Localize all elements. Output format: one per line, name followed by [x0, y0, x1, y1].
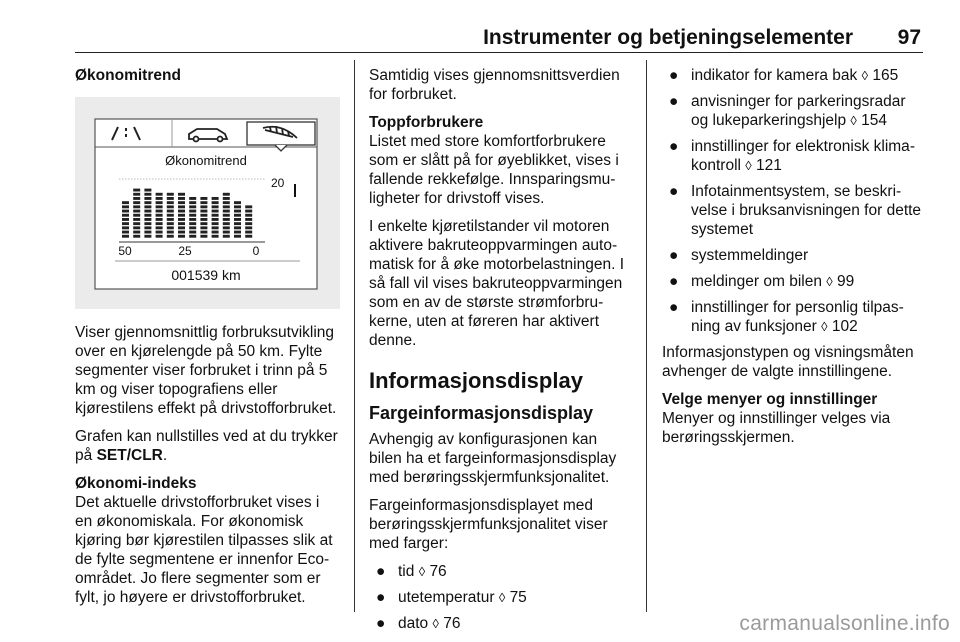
bullet-icon: ●	[669, 273, 679, 290]
consumption-bar	[223, 193, 230, 238]
list-item-text: tid	[398, 563, 419, 580]
bullet-icon: ●	[376, 589, 386, 606]
section-heading-okonomitrend: Økonomitrend	[75, 67, 181, 84]
list-item	[369, 588, 631, 607]
paragraph: Menyer og innstillinger velges via berøringsskjermen.	[662, 410, 891, 446]
display-title: Økonomitrend	[165, 153, 247, 168]
page-reference-icon: ◊	[498, 590, 506, 605]
paragraph: Avhengig av konfigurasjonen kan bilen ha et fargeinformasjonsdisplay med berøringsskjermfunksjonalitet.	[369, 431, 617, 486]
page-reference-icon: ◊	[850, 113, 857, 128]
list-item	[662, 66, 926, 85]
page-reference[interactable]: 76	[443, 615, 461, 632]
page-reference[interactable]: 76	[429, 563, 447, 580]
page-reference[interactable]: 154	[861, 112, 888, 129]
page-title: Instrumenter og betjeningselementer	[483, 26, 853, 49]
page-reference-icon: ◊	[826, 274, 833, 289]
scale-label: 25	[178, 244, 192, 258]
list-item	[369, 614, 631, 633]
paragraph: Fargeinformasjonsdisplayet med berøringsskjermfunksjonalitet viser med farger:	[369, 497, 608, 552]
paragraph: Informasjonstypen og visningsmåten avhenger de valgte innstillingene.	[662, 344, 914, 380]
list-item-text: Infotainmentsystem, se beskrivelse i bruksanvisningen for dette systemet	[691, 183, 922, 238]
text: .	[162, 447, 168, 464]
page-header	[75, 26, 923, 50]
paragraph: Det aktuelle drivstofforbruket vises i en økonomiskala. For økonomisk kjøring bør kjørestilen tilpasses slik at de fylte segmentene er innenfor Eco-området. Jo flere segmenter som er fylt, jo høyere er drivstofforbruket.	[75, 494, 333, 606]
scale-label: 0	[252, 244, 260, 258]
text: Grafen kan nullstilles ved at du trykker på	[75, 428, 338, 464]
list-item-text: utetemperatur	[398, 589, 499, 606]
bullet-icon: ●	[669, 299, 679, 316]
column-2	[369, 66, 631, 640]
scale-label: 50	[118, 244, 132, 258]
paragraph: I enkelte kjøretilstander vil motoren aktivere bakruteoppvarmingen automatisk for å øke motorbelastningen. I så fall vil vises bakruteoppvarmingen som en av de største strømforbrukerne, uten at føreren har aktivert denne.	[369, 218, 625, 349]
page-reference[interactable]: 75	[509, 589, 527, 606]
paragraph: Samtidig vises gjennomsnittsverdien for forbruket.	[369, 67, 620, 103]
display-top-label: 20	[271, 176, 285, 190]
bullet-list	[662, 66, 926, 336]
consumption-bar	[156, 193, 163, 238]
list-item	[662, 298, 926, 336]
watermark: carmanualsonline.info	[739, 612, 950, 635]
page-reference[interactable]: 102	[831, 318, 858, 335]
economy-trend-display	[75, 97, 340, 309]
page-reference-icon: ◊	[821, 319, 828, 334]
list-item-text: dato	[398, 615, 433, 632]
page-reference[interactable]: 165	[872, 67, 899, 84]
list-item	[662, 137, 926, 175]
bullet-icon: ●	[376, 563, 386, 580]
list-item	[662, 246, 926, 265]
page-reference-icon: ◊	[861, 68, 869, 83]
column-3	[662, 66, 926, 456]
list-item-text: anvisninger for parkeringsradar og lukeparkeringshjelp	[691, 93, 906, 129]
column-divider	[646, 60, 647, 612]
paragraph: Viser gjennomsnittlig forbruksutvikling over en kjørelengde på 50 km. Fylte segmenter viser forbruket i trinn på 5 km og viser topografiens eller kjørestilens effekt på drivstofforbruket.	[75, 324, 337, 417]
bullet-icon: ●	[669, 247, 679, 264]
section-heading-velge-menyer: Velge menyer og innstillinger	[662, 391, 878, 408]
consumption-bar	[234, 201, 241, 238]
consumption-bar	[122, 201, 129, 238]
bullet-icon: ●	[669, 138, 679, 155]
page-number: 97	[897, 26, 921, 49]
section-heading-toppforbrukere: Toppforbrukere	[369, 114, 484, 131]
consumption-bar	[167, 193, 174, 238]
list-item-text: indikator for kamera bak	[691, 67, 862, 84]
bullet-icon: ●	[669, 67, 679, 84]
list-item	[662, 272, 926, 291]
list-item-text: innstillinger for elektronisk klimakontroll	[691, 138, 915, 174]
column-divider	[354, 60, 355, 612]
list-item-text: innstillinger for personlig tilpasning av funksjoner	[691, 299, 904, 335]
header-rule	[75, 52, 923, 53]
list-item-text: systemmeldinger	[691, 247, 809, 264]
list-item	[662, 182, 926, 239]
page-reference-icon: ◊	[432, 616, 439, 631]
heading-informasjonsdisplay: Informasjonsdisplay	[369, 368, 583, 393]
list-item	[369, 562, 631, 581]
bullet-icon: ●	[669, 183, 679, 200]
consumption-bar	[178, 193, 185, 238]
bullet-icon: ●	[376, 615, 386, 632]
section-heading-okonomi-indeks: Økonomi-indeks	[75, 475, 197, 492]
column-1	[75, 66, 340, 616]
paragraph	[75, 427, 340, 465]
page-reference-icon: ◊	[745, 158, 752, 173]
page-reference-icon: ◊	[418, 564, 426, 579]
odometer-reading: 001539 km	[171, 267, 241, 283]
button-name-set-clr: SET/CLR	[96, 447, 163, 464]
list-item-text: meldinger om bilen	[691, 273, 827, 290]
page-reference[interactable]: 121	[756, 157, 782, 174]
bullet-list	[369, 562, 631, 633]
heading-fargeinformasjonsdisplay: Fargeinformasjonsdisplay	[369, 403, 594, 423]
page-reference[interactable]: 99	[837, 273, 855, 290]
bullet-icon: ●	[669, 93, 679, 110]
economy-trend-figure	[75, 97, 340, 309]
paragraph: Listet med store komfortforbrukere som er slått på for øyeblikket, vises i fallende rekkefølge. Innsparingsmuligheter for drivstoff vises.	[369, 133, 619, 207]
list-item	[662, 92, 926, 130]
